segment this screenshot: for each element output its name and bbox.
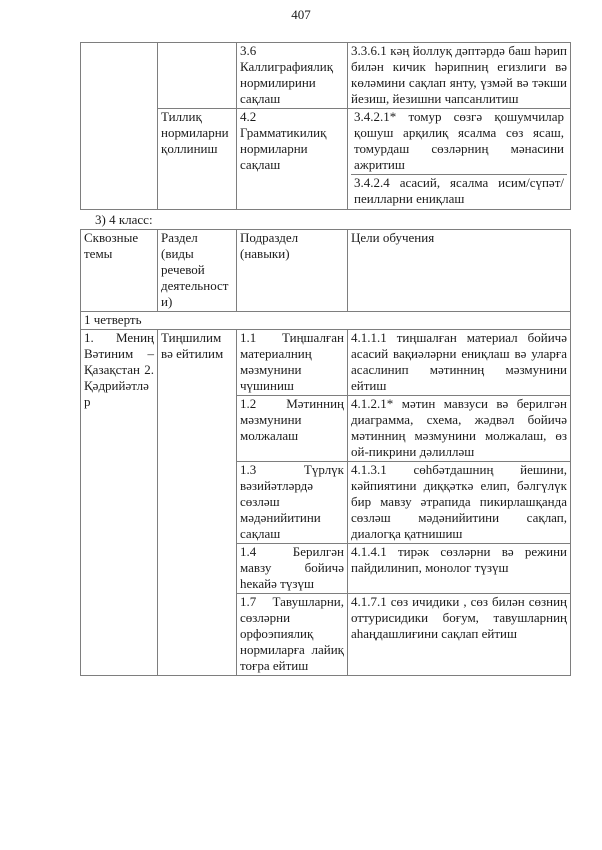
- section-cell: Тиңшилим вә ейтилим: [158, 330, 237, 676]
- continuation-section-cell-2: Тиллиқ нормиларни қоллиниш: [158, 109, 237, 210]
- goal-cell: 4.1.3.1 сөһбәтдашниң йешини, кәйпиятини диққәткә елип, бәлгүлүк бир мавзу әтрапида пикирлашқанда сөзләш мәдәнийитини сақлап, диалогқа қатнишиш: [348, 462, 571, 544]
- header-themes: Сквозные темы: [81, 230, 158, 312]
- themes-cell: 1. Мениң Вәтиним – Қазақстан 2. Қәдрийәтләр: [81, 330, 158, 676]
- subsection-cell: 1.4 Берилгән мавзу бойичә һекайә түзүш: [237, 544, 348, 594]
- goal-cell: 4.1.4.1 тирәк сөзләрни вә режини пайдилинип, монолог түзүш: [348, 544, 571, 594]
- header-goals: Цели обучения: [348, 230, 571, 312]
- subsection-cell: 1.1 Тиңшалған материалниң мәзмунини чүшиниш: [237, 330, 348, 396]
- table-row: [81, 43, 571, 109]
- continuation-goal-cell-2a: 3.4.2.1* томур сөзгә қошумчилар қошуш арқилиқ ясалма сөз ясаш, томурдаш сөзләрниң мәнасини ажритиш: [351, 109, 567, 175]
- page-number: 407: [291, 7, 311, 22]
- goal-cell: 4.1.2.1* мәтин мавзуси вә берилгән диаграмма, схема, жәдвәл бойичә мәтинниң мәзмунини молжалаш, өз ой-пикрини дәлилләш: [348, 396, 571, 462]
- subsection-cell: 1.2 Мәтинниң мәзмунини молжалаш: [237, 396, 348, 462]
- goal-cell: 4.1.1.1 тиңшалған материал бойичә асасий вақиәләрни ениқлаш вә уларға асаслинип мәтинниң мәзмунини ейтиш: [348, 330, 571, 396]
- continuation-subsection-cell-1: 3.6 Каллиграфиялиқ нормилирини сақлаш: [237, 43, 348, 109]
- subsection-cell: 1.3 Түрлүк вәзийәтләрдә сөзләш мәдәнийитини сақлаш: [237, 462, 348, 544]
- header-section: Раздел (виды речевой деятельности): [158, 230, 237, 312]
- continuation-goal-split-cell: [348, 109, 571, 210]
- curriculum-table: [80, 229, 571, 676]
- table-row: [81, 330, 571, 396]
- continuation-goal-cell-1: 3.3.6.1 кәң йоллуқ дәптәрдә баш һәрип билән кичик һәрипниң егизлиги вә көләмини сақлап янту, үзмәй вә тәкши йезиш, йезишни чапсанлитиш: [348, 43, 571, 109]
- header-row: [81, 230, 571, 312]
- continuation-theme-cell: [81, 43, 158, 210]
- continuation-section-cell-empty: [158, 43, 237, 109]
- continuation-subsection-cell-2: 4.2 Грамматикилиқ нормиларни сақлаш: [237, 109, 348, 210]
- continuation-table: [80, 42, 571, 210]
- class-section-label: 3) 4 класс:: [95, 212, 153, 227]
- goal-cell: 4.1.7.1 сөз ичидики , сөз билән сөзниң оттурисидики боғум, тавушларниң аһаңдашлиғини сақлап ейтиш: [348, 594, 571, 676]
- subsection-cell: 1.7 Тавушларни, сөзләрни орфоэпиялиқ нормиларға лайиқ тоғра ейтиш: [237, 594, 348, 676]
- quarter-label: 1 четверть: [81, 312, 571, 330]
- header-subsection: Подраздел (навыки): [237, 230, 348, 312]
- quarter-row: [81, 312, 571, 330]
- continuation-goal-cell-2b: 3.4.2.4 асасий, ясалма исим/сүпәт/пеилларни ениқлаш: [354, 175, 564, 206]
